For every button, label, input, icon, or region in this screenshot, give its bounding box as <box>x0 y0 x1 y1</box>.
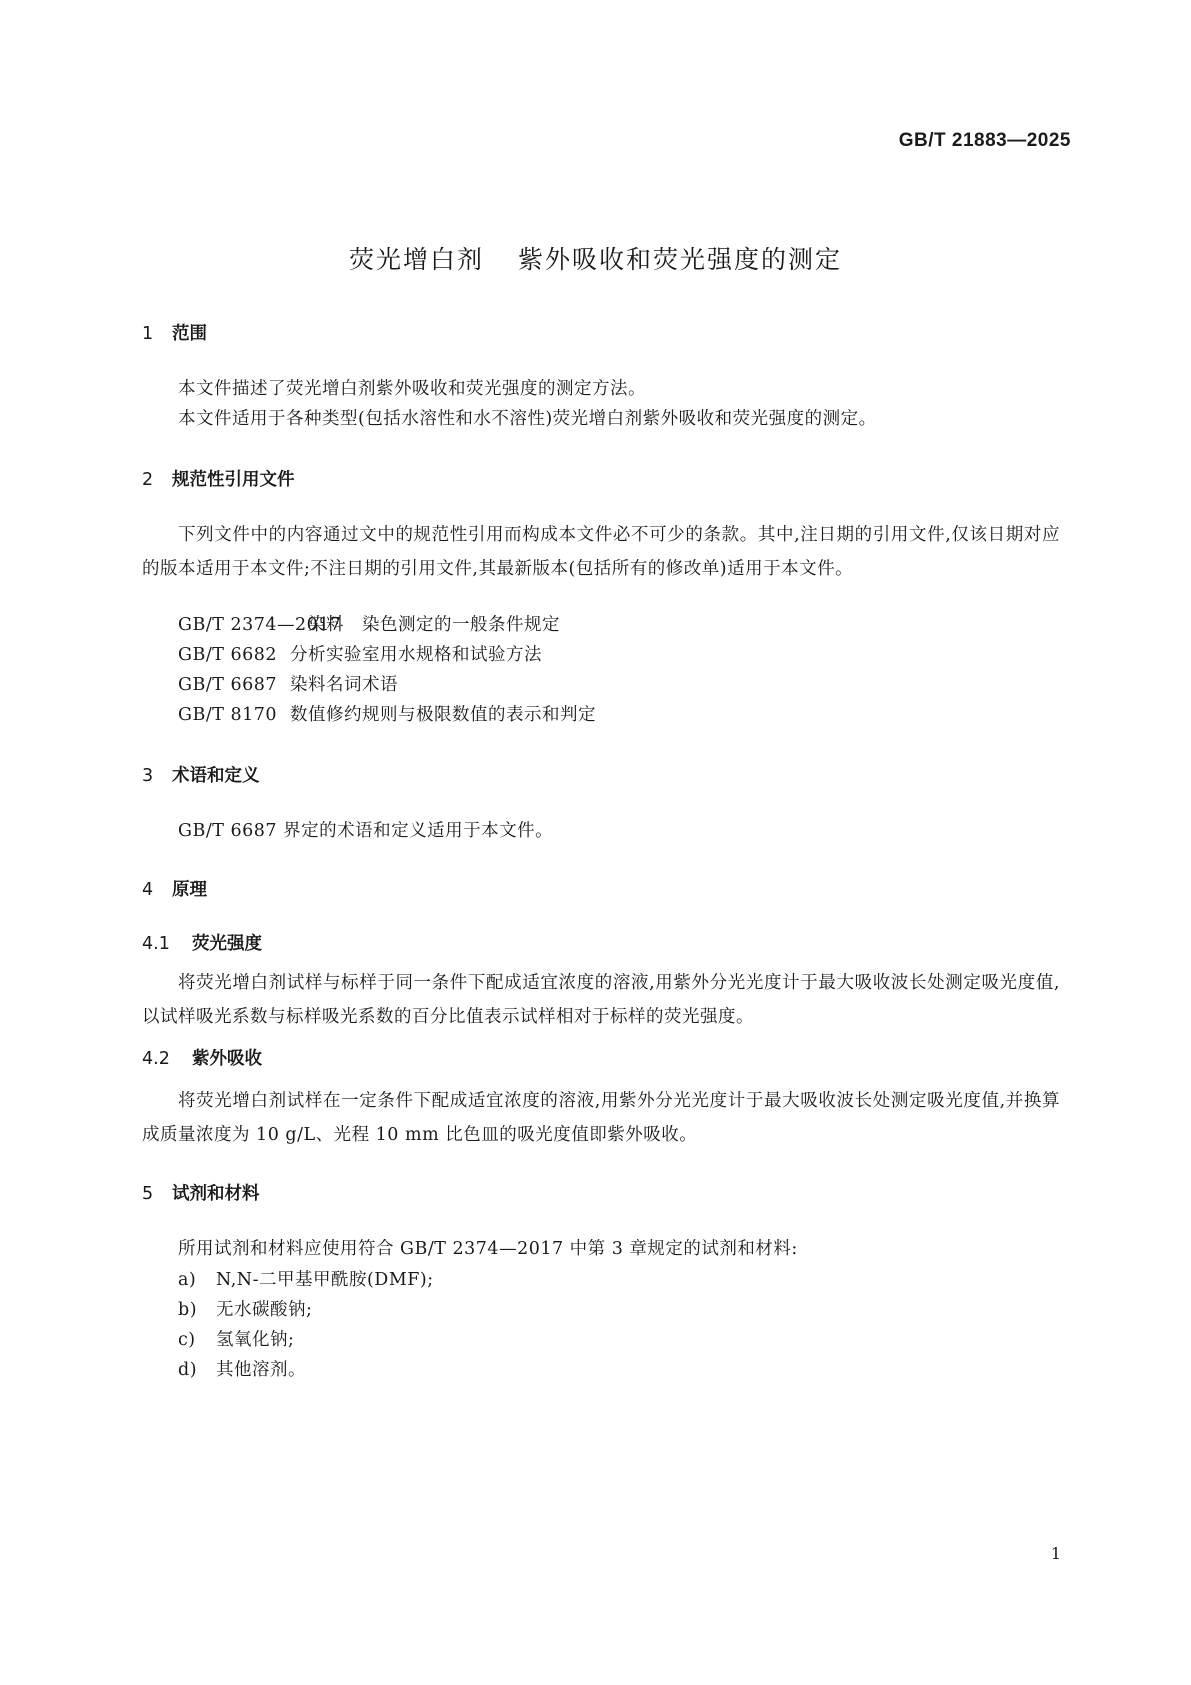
subsection-4-1-heading <box>142 930 262 955</box>
title-part-2: 紫外吸收和荧光强度的测定 <box>518 245 843 274</box>
section-5-heading <box>142 1180 260 1205</box>
document-title <box>0 240 1191 276</box>
list-item <box>178 1263 434 1297</box>
section-title: 规范性引用文件 <box>172 470 295 490</box>
list-item-label: a) <box>178 1270 197 1290</box>
reference-code: GB/T 8170 <box>178 705 278 725</box>
subsection-number: 4.2 <box>142 1049 170 1069</box>
section-5-intro: 所用试剂和材料应使用符合 GB/T 2374—2017 中第 3 章规定的试剂和材料: <box>178 1239 798 1259</box>
section-number: 1 <box>142 324 154 344</box>
section-number: 2 <box>142 470 154 490</box>
reference-name: 分析实验室用水规格和试验方法 <box>290 645 542 665</box>
reference-item <box>178 668 398 702</box>
section-title: 范围 <box>172 324 207 344</box>
section-4-heading <box>142 876 207 901</box>
section-title: 原理 <box>172 880 207 900</box>
reference-code: GB/T 6687 <box>178 675 278 695</box>
section-number: 5 <box>142 1184 154 1204</box>
section-1-heading <box>142 320 207 345</box>
list-item-label: b) <box>178 1300 198 1320</box>
section-3-heading <box>142 762 260 787</box>
reference-item <box>178 698 596 732</box>
title-part-1: 荧光增白剂 <box>348 245 484 274</box>
section-number: 4 <box>142 880 154 900</box>
section-2-intro: 下列文件中的内容通过文中的规范性引用而构成本文件必不可少的条款。其中,注日期的引用文件,仅该日期对应的版本适用于本文件;不注日期的引用文件,其最新版本(包括所有的修改单)适用于本文件。 <box>142 525 1060 579</box>
section-3-para-1: GB/T 6687 界定的术语和定义适用于本文件。 <box>178 821 554 841</box>
reference-name: 染料 染色测定的一般条件规定 <box>308 615 560 635</box>
list-item-label: c) <box>178 1330 196 1350</box>
section-title: 试剂和材料 <box>172 1184 260 1204</box>
reference-item <box>178 638 542 672</box>
subsection-title: 紫外吸收 <box>192 1049 262 1069</box>
reference-item <box>178 608 560 642</box>
list-item <box>178 1323 294 1357</box>
list-item-text: 其他溶剂。 <box>216 1360 306 1380</box>
section-1-para-1: 本文件描述了荧光增白剂紫外吸收和荧光强度的测定方法。 <box>178 379 646 399</box>
list-item-label: d) <box>178 1360 198 1380</box>
reference-name: 染料名词术语 <box>290 675 398 695</box>
section-number: 3 <box>142 766 154 786</box>
subsection-4-2-heading <box>142 1045 262 1070</box>
list-item-text: 无水碳酸钠; <box>216 1300 313 1320</box>
subsection-number: 4.1 <box>142 934 170 954</box>
subsection-4-1-para: 将荧光增白剂试样与标样于同一条件下配成适宜浓度的溶液,用紫外分光光度计于最大吸收波长处测定吸光度值,以试样吸光系数与标样吸光系数的百分比值表示试样相对于标样的荧光强度。 <box>142 973 1060 1027</box>
page-number: 1 <box>1050 1544 1061 1563</box>
reference-name: 数值修约规则与极限数值的表示和判定 <box>290 705 596 725</box>
subsection-title: 荧光强度 <box>192 934 262 954</box>
section-title: 术语和定义 <box>172 766 260 786</box>
list-item <box>178 1353 306 1387</box>
list-item <box>178 1293 312 1327</box>
subsection-4-2-para: 将荧光增白剂试样在一定条件下配成适宜浓度的溶液,用紫外分光光度计于最大吸收波长处测定吸光度值,并换算成质量浓度为 10 g/L、光程 10 mm 比色皿的吸光度值即紫外吸收。 <box>142 1091 1060 1145</box>
reference-code: GB/T 6682 <box>178 645 278 665</box>
list-item-text: 氢氧化钠; <box>216 1330 295 1350</box>
list-item-text: N,N-二甲基甲酰胺(DMF); <box>216 1270 434 1290</box>
reference-code: GB/T 2374—2017 <box>178 615 342 635</box>
section-2-heading <box>142 466 295 491</box>
standard-number: GB/T 21883—2025 <box>898 130 1071 151</box>
section-1-para-2: 本文件适用于各种类型(包括水溶性和水不溶性)荧光增白剂紫外吸收和荧光强度的测定。 <box>178 409 877 429</box>
